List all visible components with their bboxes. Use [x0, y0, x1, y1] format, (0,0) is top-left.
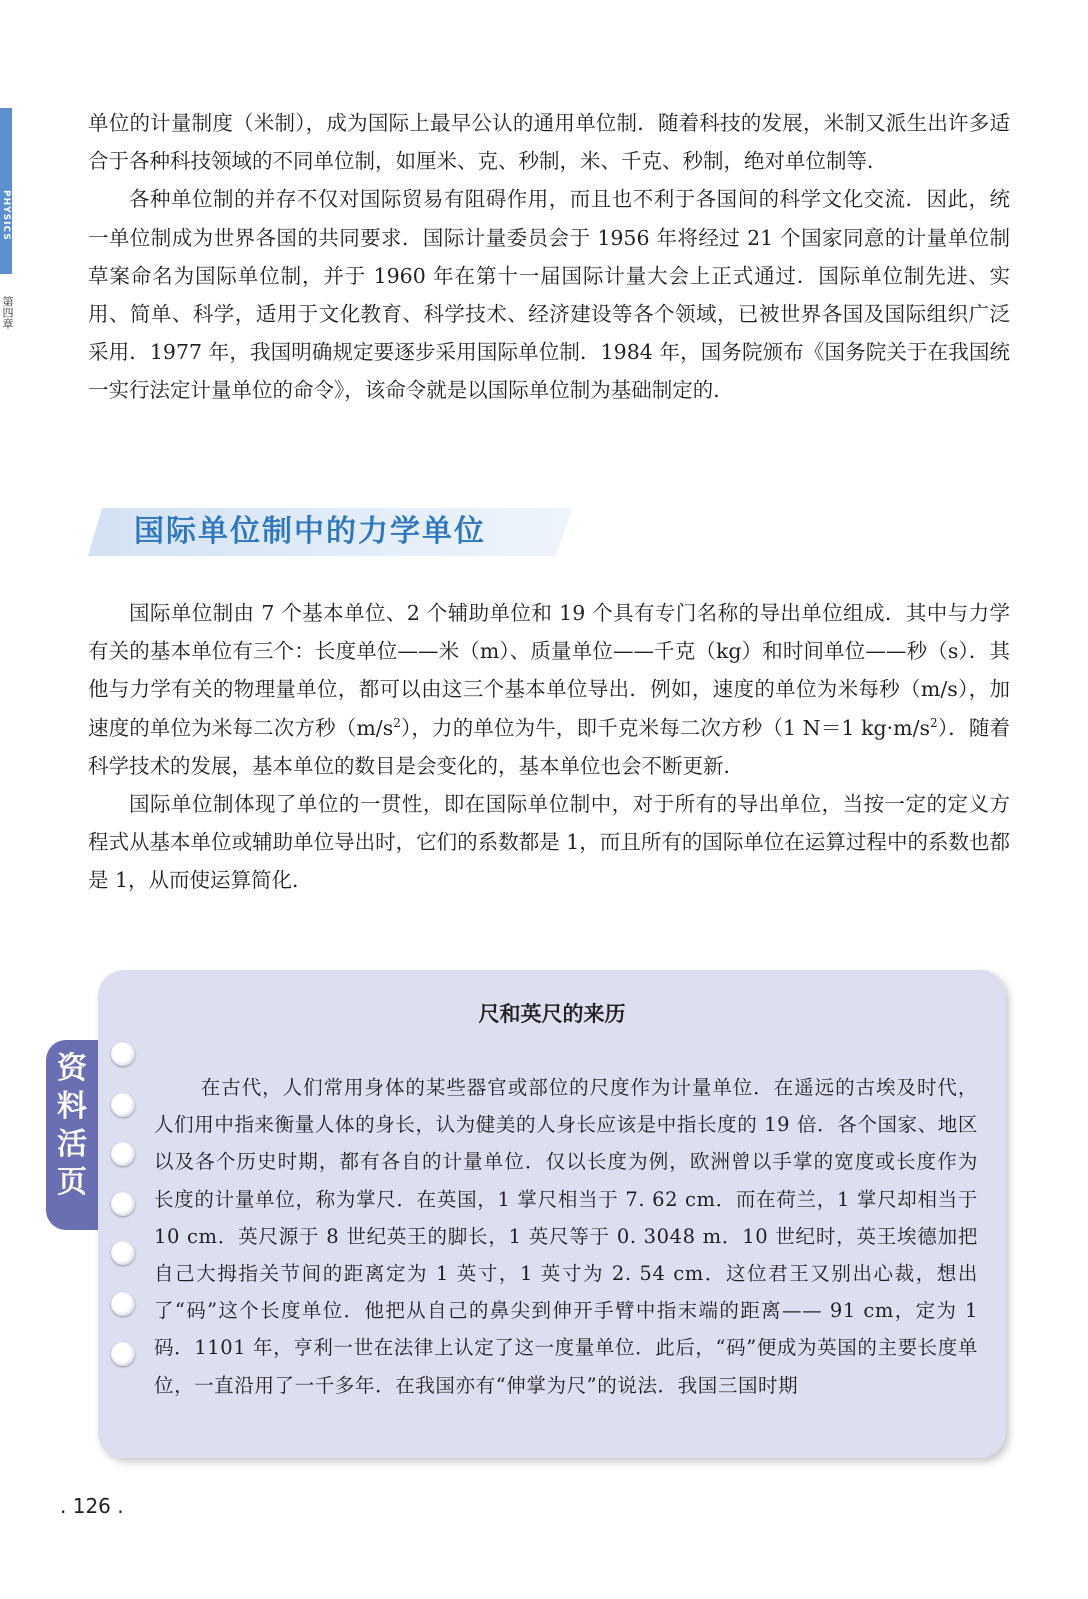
tab-char: 资 — [57, 1051, 87, 1086]
tab-char: 料 — [57, 1089, 87, 1124]
reading-title: 尺和英尺的来历 — [478, 1002, 626, 1026]
reading-text: 在古代，人们常用身体的某些器官或部位的尺度作为计量单位．在遥远的古埃及时代，人们用中指来衡量人体的身长，认为健美的人身长应该是中指长度的 19 倍．各个国家、地区以及各个历史时期，都有各自的计量单位．仅以长度为例，欧洲曾以手掌的宽度或长度作为长度的计量单位，称为掌尺．在英国，1 掌尺相当于 7. 62 cm．而在荷兰，1 掌尺却相当于 10 cm．英尺源于 8 世纪英王的脚长，1 英尺等于 0. 3048 m．10 世纪时，英王埃德加把自己大拇指关节间的距离定为 1 英寸，1 英寸为 2. 54 cm．这位君王又别出心裁，想出了“码”这个长度单位．他把从自己的鼻尖到伸开手臂中指末端的距离—— 91 cm，定为 1 码．1101 年，亨利一世在法律上认定了这一度量单位．此后，“码”便成为英国的主要长度单位，一直沿用了一千多年．在我国亦有“伸掌为尺”的说法．我国三国时期 — [154, 1076, 978, 1397]
binder-ring-icon — [111, 1042, 135, 1066]
section-heading: 国际单位制中的力学单位 — [134, 514, 486, 549]
body-paragraph: 国际单位制体现了单位的一贯性，即在国际单位制中，对于所有的导出单位，当按一定的定义方程式从基本单位或辅助单位导出时，它们的系数都是 1，而且所有的国际单位在运算过程中的系数也都是 1，从而使运算简化． — [88, 792, 1010, 893]
superscript: 2 — [393, 715, 401, 730]
paragraph-text: 国际单位制由 7 个基本单位、2 个辅助单位和 19 个具有专门名称的导出单位组成．其中与力学有关的基本单位有三个：长度单位——米（m）、质量单位——千克（kg）和时间单位——秒（s）．其他与力学有关的物理量单位，都可以由这三个基本单位导出．例如，速度的单位为米每秒（m/s），加速度的单位为米每二次方秒（m/s — [88, 601, 1010, 740]
paragraph-text: ），力的单位为牛，即千克米每二次方秒（1 N＝1 kg·m/s — [400, 715, 931, 740]
section-text-block — [88, 594, 1010, 900]
body-paragraph: 单位的计量制度（米制），成为国际上最早公认的通用单位制．随着科技的发展，米制又派生出许多适合于各种科技领域的不同单位制，如厘米、克、秒制，米、千克、秒制，绝对单位制等． — [88, 111, 1010, 174]
binder-ring-icon — [111, 1292, 135, 1316]
physics-side-label: PHYSICS — [1, 190, 11, 241]
chapter-number: 第四章 — [1, 296, 14, 329]
reading-material-tab-label — [46, 1050, 98, 1202]
binder-ring-icon — [111, 1142, 135, 1166]
paragraph-text: ）．随着科学技术的发展，基本单位的数目是会变化的，基本单位也会不断更新． — [88, 715, 1011, 778]
page-number: . 126 . — [60, 1494, 124, 1518]
chapter-side-title — [0, 296, 14, 362]
binder-ring-icon — [111, 1241, 135, 1265]
body-paragraph — [88, 594, 1010, 785]
superscript: 2 — [930, 715, 938, 730]
tab-char: 活 — [57, 1127, 87, 1162]
intro-text-block — [88, 104, 1010, 410]
tab-char: 页 — [57, 1165, 87, 1200]
binder-ring-icon — [111, 1093, 135, 1117]
body-paragraph: 各种单位制的并存不仅对国际贸易有阻碍作用，而且也不利于各国间的科学文化交流．因此，统一单位制成为世界各国的共同要求．国际计量委员会于 1956 年将经过 21 个国家同意的计量单位制草案命名为国际单位制，并于 1960 年在第十一届国际计量大会上正式通过．国际单位制先进、实用、简单、科学，适用于文化教育、科学技术、经济建设等各个领域，已被世界各国及国际组织广泛采用．1977 年，我国明确规定要逐步采用国际单位制．1984 年，国务院颁布《国务院关于在我国统一实行法定计量单位的命令》，该命令就是以国际单位制为基础制定的． — [88, 187, 1010, 403]
binder-ring-icon — [111, 1192, 135, 1216]
binder-ring-icon — [111, 1342, 135, 1366]
